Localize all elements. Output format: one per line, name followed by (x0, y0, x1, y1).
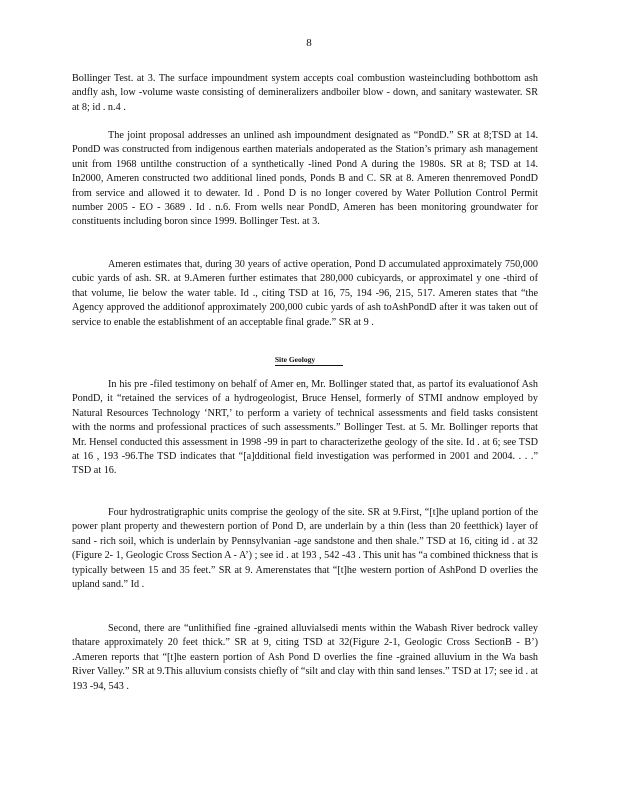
paragraph-text: In his pre -filed testimony on behalf of Amer en, Mr. Bollinger stated that, as partof its evaluationof Ash PondD, it “retained the services of a hydrogeologist, Bruce Hensel, formerly of STMI andnow employed by Natural Resources Technology ‘NRT,’ to perform a variety of technical assessments and field tasks consistent with the norms and professional practices of such assessments.” Bollinger Test. at 5. Mr. Bollinger reports that Mr. Hensel conducted this assessment in 1998 -99 in part to characterizethe geology of the site. Id . at 6; see TSD at 16 , 193 -96.The TSD indicates that “[a]dditional field investigation was performed in 2001 and 2004. . . .” TSD at 16. (72, 379, 538, 477)
page-number: 8 (306, 37, 312, 49)
paragraph-text: The joint proposal addresses an unlined ash impoundment designated as “PondD.” SR at 8;TSD at 14. PondD was constructed from indigenous earthen materials andoperated as the Station’s primary ash management unit from 1968 untilthe construction of a synthetically -lined Pond A during the 1980s. SR at 8; TSD at 14. In2000, Ameren constructed two additional lined ponds, Ponds B and C. SR at 8. Ameren thenremoved PondD from service and allowed it to dewater. Id . Pond D is no longer covered by Water Pollution Control Permit number 2005 - EO - 3689 . Id . n.6. From wells near PondD, Ameren has been monitoring groundwater for constituents including boron since 1999. Bollinger Test. at 3. (72, 130, 538, 228)
paragraph-intro (72, 72, 538, 115)
paragraph-text: Four hydrostratigraphic units comprise the geology of the site. SR at 9.First, “[t]he upland portion of the power plant property and thewestern portion of Pond D, are underlain by a thin (less than 20 feetthick) layer of sand - rich soil, which is underlain by Pennsylvanian -age sandstone and then shale.” TSD at 16, citing id . at 32 (Figure 2- 1, Geologic Cross Section A - A’) ; see id . at 193 , 542 -43 . This unit has “a combined thickness that is typically between 15 and 35 feet.” SR at 9. Amerenstates that “[t]he western portion of AshPond D overlies the upland sand.” Id . (72, 507, 538, 591)
paragraph-testimony (72, 378, 538, 479)
paragraph-text: Ameren estimates that, during 30 years of active operation, Pond D accumulated approximately 750,000 cubic yards of ash. SR. at 9.Ameren further estimates that 280,000 cubicyards, or approximatel y one -third of that volume, lie below the water table. Id ., citing TSD at 16, 75, 194 -96, 215, 517. Ameren states that “the Agency approved the additionof approximately 200,000 cubic yards of ash toAshPondD after it was taken out of service to enable the establishment of an acceptable final grade.” SR at 9 . (72, 259, 538, 328)
paragraph-ash-volume (72, 258, 538, 330)
paragraph-hydrostratigraphic-units (72, 506, 538, 592)
paragraph-text: Bollinger Test. at 3. The surface impoundment system accepts coal combustion wasteincluding bothbottom ash andfly ash, low -volume waste consisting of demineralizers andboiler blow - down, and sanitary wastewater. SR at 8; id . n.4 . (72, 73, 538, 113)
paragraph-alluvial-sediments (72, 622, 538, 694)
paragraph-pond-d (72, 129, 538, 230)
section-heading: Site Geology (0, 353, 618, 367)
paragraph-text: Second, there are “unlithified fine -grained alluvialsedi ments within the Wabash River bedrock valley thatare approximately 20 feet thick.” SR at 9, citing TSD at 32(Figure 2-1, Geologic Cross SectionB - B’) .Ameren reports that “[t]he eastern portion of Ash Pond D overlies the fine -grained alluvium in the Wa bash River Valley.” SR at 9.This alluvium consists chiefly of “silt and clay with thin sand lenses.” TSD at 17; see id . at 193 -94, 543 . (72, 623, 538, 692)
